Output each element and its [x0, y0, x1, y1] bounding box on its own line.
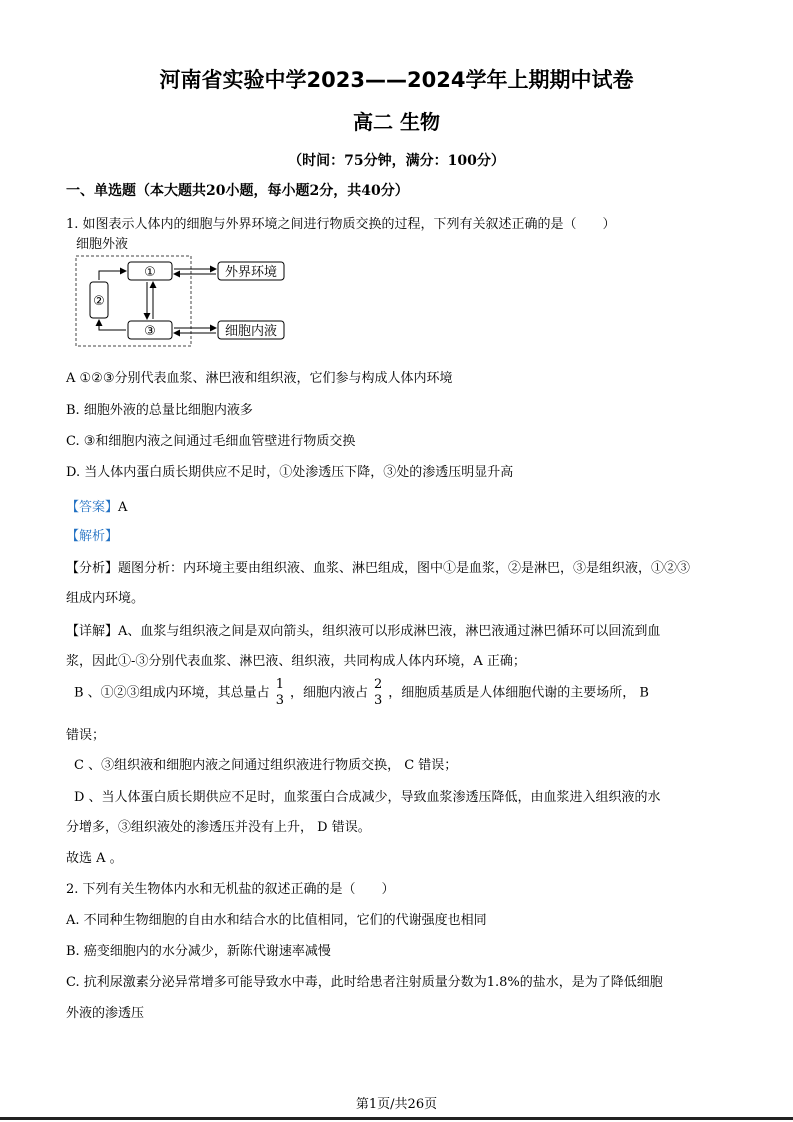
diagram-region-label: 细胞外液 — [76, 237, 129, 252]
q1-detail-line-1: 【详解】A、血浆与组织液之间是双向箭头，组织液可以形成淋巴液，淋巴液通过淋巴循环可以回流到血 — [66, 624, 661, 639]
arrow-2-to-1 — [99, 271, 126, 280]
detail-b-post: ，细胞质基质是人体细胞代谢的主要场所， B — [388, 685, 649, 701]
node-3-label: ③ — [144, 324, 156, 339]
q1-option-a: A ①②③分别代表血浆、淋巴液和组织液，它们参与构成人体内环境 — [66, 371, 453, 386]
q1-stem: 1. 如图表示人体内的细胞与外界环境之间进行物质交换的过程，下列有关叙述正确的是（ ） — [66, 217, 616, 232]
exam-meta: （时间：75分钟，满分：100分） — [288, 153, 505, 169]
q1-option-d: D. 当人体内蛋白质长期供应不足时，①处渗透压下降，③处的渗透压明显升高 — [66, 465, 514, 480]
q1-detail-line-2: 浆，因此①-③分别代表血浆、淋巴液、组织液，共同构成人体内环境，A 正确； — [66, 654, 526, 669]
external-env-label: 外界环境 — [224, 265, 278, 280]
frac2-denominator: 3 — [373, 693, 383, 708]
frac2-numerator: 2 — [373, 677, 383, 692]
page-number: 第1页/共26页 — [355, 1097, 438, 1112]
node-2-label: ② — [93, 294, 105, 309]
fraction-two-thirds — [374, 677, 382, 709]
frac1-numerator: 1 — [275, 677, 284, 692]
answer-value: A — [118, 500, 128, 515]
q1-analysis-line-1: 【分析】题图分析：内环境主要由组织液、血浆、淋巴组成，图中①是血浆，②是淋巴，③是组织液，①②③ — [66, 561, 691, 576]
answer-tag: 【答案】 — [66, 500, 119, 515]
q1-detail-c: C 、③组织液和细胞内液之间通过组织液进行物质交换， C 错误； — [74, 758, 458, 773]
detail-b-mid: ，细胞内液占 — [289, 685, 368, 701]
exam-title: 河南省实验中学2023——2024学年上期期中试卷 — [159, 68, 634, 92]
arrow-3-to-2 — [99, 320, 126, 330]
q1-detail-b-line-2: 错误； — [66, 728, 106, 743]
exchange-diagram — [70, 232, 300, 350]
q1-detail-d-line-2: 分增多，③组织液处的渗透压并没有上升， D 错误。 — [66, 820, 371, 835]
node-1-label: ① — [144, 265, 156, 280]
q1-analysis-line-2: 组成内环境。 — [66, 591, 145, 606]
q2-stem: 2. 下列有关生物体内水和无机盐的叙述正确的是（ ） — [66, 882, 395, 897]
exam-subject: 高二 生物 — [353, 110, 440, 134]
frac1-denominator: 3 — [275, 693, 284, 708]
q2-option-b: B. 癌变细胞内的水分减少，新陈代谢速率减慢 — [66, 944, 331, 959]
q1-conclusion: 故选 A 。 — [66, 851, 123, 866]
fraction-one-third — [276, 677, 284, 709]
detail-b-pre: B 、①②③组成内环境，其总量占 — [74, 685, 270, 701]
q1-answer — [66, 496, 127, 515]
q2-option-a: A. 不同种生物细胞的自由水和结合水的比值相同，它们的代谢强度也相同 — [66, 913, 487, 928]
q1-detail-d-line-1: D 、当人体蛋白质长期供应不足时，血浆蛋白合成减少，导致血浆渗透压降低，由血浆进入组织液的水 — [74, 790, 661, 805]
bottom-rule — [0, 1117, 793, 1120]
section-heading: 一、单选题（本大题共20小题，每小题2分，共40分） — [66, 183, 409, 199]
q1-detail-b-line — [74, 677, 649, 709]
intracellular-label: 细胞内液 — [224, 324, 278, 339]
explain-tag: 【解析】 — [66, 529, 119, 544]
q2-option-c-line-1: C. 抗利尿激素分泌异常增多可能导致水中毒，此时给患者注射质量分数为1.8%的盐水，是为了降低细胞 — [66, 975, 663, 990]
q1-option-b: B. 细胞外液的总量比细胞内液多 — [66, 403, 253, 418]
q2-option-c-line-2: 外液的渗透压 — [66, 1006, 145, 1021]
q1-option-c: C. ③和细胞内液之间通过毛细血管壁进行物质交换 — [66, 434, 356, 449]
